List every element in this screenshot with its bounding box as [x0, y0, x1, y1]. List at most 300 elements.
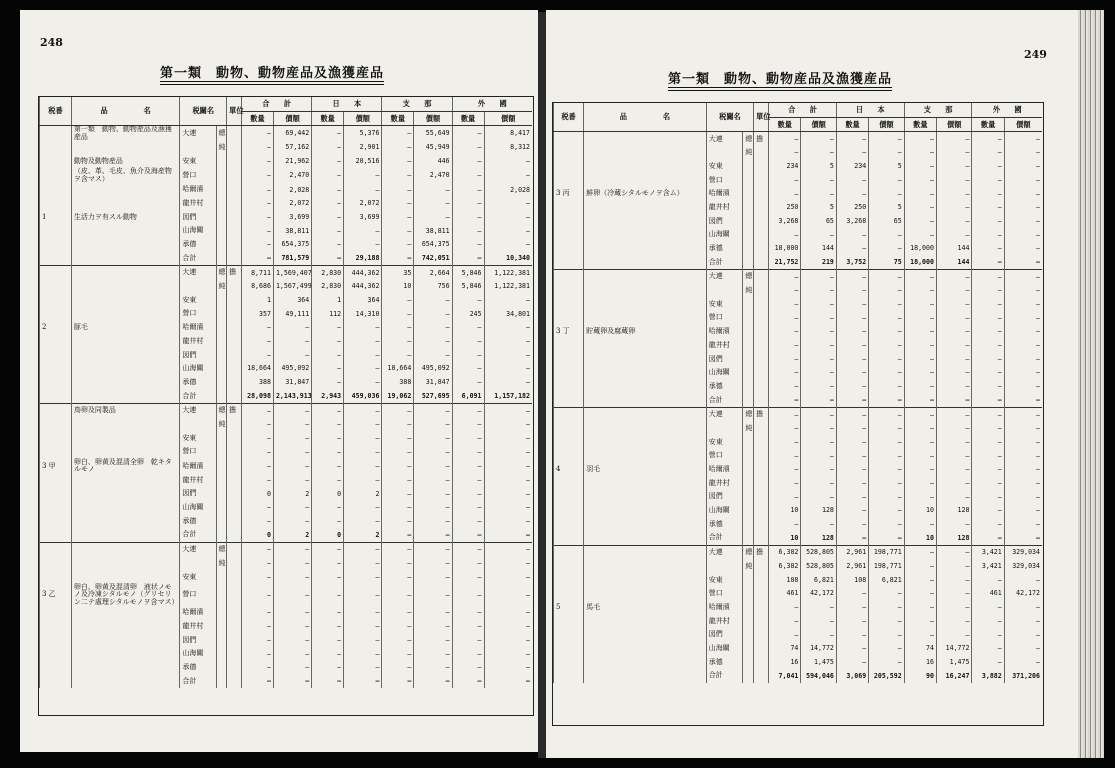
japan-qty-cell: — [312, 197, 344, 211]
japan-qty-cell: — [836, 393, 868, 407]
item-name-cell: 第一類 動物、動物産品及漁獲産品 [71, 126, 179, 141]
total-qty-cell: 74 [769, 642, 801, 656]
unit-cell [754, 242, 769, 256]
total-qty-cell: 18,000 [769, 242, 801, 256]
total-qty-cell: — [242, 675, 274, 689]
total-net-marker: 總 [743, 132, 754, 146]
table-row [554, 642, 1043, 656]
foreign-qty-cell: — [972, 132, 1004, 146]
china-value-cell: — [414, 633, 452, 647]
total-qty-cell: — [769, 463, 801, 477]
foreign-qty-cell: — [452, 487, 484, 501]
japan-value-cell: — [869, 518, 905, 532]
foreign-value-cell: — [484, 647, 532, 661]
table-row [554, 422, 1043, 436]
unit-cell [754, 422, 769, 436]
china-qty-cell: — [382, 661, 414, 675]
japan-value-cell: — [869, 422, 905, 436]
tax-number-cell [40, 197, 72, 211]
total-value-cell: 128 [801, 504, 837, 518]
unit-cell [754, 587, 769, 601]
item-name-cell [584, 393, 707, 407]
total-net-marker [743, 228, 754, 242]
china-qty-cell: — [382, 348, 414, 362]
header-qty: 數量 [312, 111, 344, 126]
tax-number-cell [40, 224, 72, 238]
total-qty-cell: — [769, 146, 801, 160]
china-value-cell: — [936, 339, 972, 353]
foreign-value-cell: — [1004, 270, 1042, 284]
item-name-cell: 豚毛 [71, 321, 179, 335]
china-value-cell: — [414, 348, 452, 362]
total-net-marker [743, 449, 754, 463]
total-net-marker [743, 311, 754, 325]
foreign-value-cell: 329,034 [1004, 560, 1042, 574]
foreign-qty-cell: — [972, 422, 1004, 436]
japan-value-cell: — [344, 418, 382, 432]
total-net-marker: 純 [216, 557, 227, 571]
table-row [40, 418, 533, 432]
foreign-qty-cell: — [972, 256, 1004, 270]
unit-cell [227, 487, 242, 501]
item-name-cell [71, 280, 179, 294]
unit-cell [754, 531, 769, 545]
table-row [554, 601, 1043, 615]
china-qty-cell: — [904, 352, 936, 366]
total-value-cell: — [801, 518, 837, 532]
port-name-cell: 合計 [180, 252, 216, 266]
japan-qty-cell: — [312, 141, 344, 155]
china-qty-cell: 16 [904, 656, 936, 670]
total-qty-cell: 108 [769, 573, 801, 587]
tax-number-cell [554, 242, 584, 256]
item-name-cell [584, 215, 707, 229]
unit-cell [227, 389, 242, 403]
port-name-cell: 龍井村 [180, 620, 216, 634]
total-net-marker [743, 366, 754, 380]
port-name-cell [706, 284, 743, 298]
table-row [40, 362, 533, 376]
japan-qty-cell: — [312, 515, 344, 529]
port-name-cell: 合計 [706, 669, 743, 683]
port-name-cell: 哈爾濱 [706, 601, 743, 615]
foreign-value-cell: — [484, 445, 532, 459]
japan-qty-cell: — [836, 352, 868, 366]
item-name-cell [584, 546, 707, 560]
japan-value-cell: — [344, 675, 382, 689]
total-net-marker [743, 669, 754, 683]
total-qty-cell: 21,752 [769, 256, 801, 270]
japan-value-cell: 2 [344, 487, 382, 501]
table-row [554, 284, 1043, 298]
japan-value-cell: — [869, 187, 905, 201]
unit-cell [754, 380, 769, 394]
table-row [554, 366, 1043, 380]
item-name-cell: 鳥卵及同製品 [71, 404, 179, 418]
total-value-cell: — [273, 418, 311, 432]
total-net-marker [743, 339, 754, 353]
item-name-cell [584, 380, 707, 394]
total-value-cell: — [273, 501, 311, 515]
japan-value-cell: 2,072 [344, 197, 382, 211]
japan-value-cell: 459,036 [344, 389, 382, 403]
header-item: 品 名 [71, 97, 179, 126]
unit-cell [754, 504, 769, 518]
total-value-cell: — [273, 584, 311, 606]
foreign-value-cell: 2,028 [484, 183, 532, 197]
total-qty-cell: — [242, 141, 274, 155]
tax-number-cell: 3 甲 [40, 459, 72, 474]
japan-qty-cell: — [836, 490, 868, 504]
total-qty-cell: — [769, 298, 801, 312]
unit-cell [754, 436, 769, 450]
item-name-cell [71, 515, 179, 529]
header-japan: 日 本 [836, 103, 904, 117]
japan-qty-cell: — [836, 242, 868, 256]
japan-qty-cell: — [312, 557, 344, 571]
foreign-qty-cell: — [452, 321, 484, 335]
table-row [40, 307, 533, 321]
port-name-cell: 合計 [706, 393, 743, 407]
total-net-marker [216, 620, 227, 634]
table-row [554, 560, 1043, 574]
total-qty-cell: — [242, 404, 274, 418]
unit-cell [227, 445, 242, 459]
total-net-marker [216, 238, 227, 252]
foreign-value-cell: 8,312 [484, 141, 532, 155]
total-qty-cell: — [769, 490, 801, 504]
foreign-qty-cell: — [972, 201, 1004, 215]
port-name-cell: 安東 [180, 432, 216, 446]
foreign-value-cell: — [484, 197, 532, 211]
foreign-value-cell: — [1004, 339, 1042, 353]
table-row [40, 661, 533, 675]
total-qty-cell: — [242, 335, 274, 349]
unit-cell [227, 459, 242, 474]
total-qty-cell: — [769, 628, 801, 642]
japan-value-cell: — [869, 614, 905, 628]
port-name-cell: 承德 [706, 518, 743, 532]
total-qty-cell: — [242, 501, 274, 515]
foreign-value-cell: — [484, 321, 532, 335]
tax-number-cell [554, 560, 584, 574]
tax-number-cell [40, 238, 72, 252]
japan-value-cell: — [869, 270, 905, 284]
item-name-cell [584, 270, 707, 284]
japan-qty-cell: — [836, 422, 868, 436]
total-net-marker [216, 515, 227, 529]
total-qty-cell: — [769, 393, 801, 407]
total-qty-cell: — [769, 422, 801, 436]
total-value-cell: 528,805 [801, 546, 837, 560]
china-value-cell: 2,470 [414, 168, 452, 183]
total-value-cell: 31,847 [273, 376, 311, 390]
foreign-value-cell: — [1004, 408, 1042, 422]
port-name-cell: 大連 [706, 546, 743, 560]
china-value-cell: — [414, 557, 452, 571]
item-name-cell [71, 294, 179, 308]
foreign-value-cell: 1,157,182 [484, 389, 532, 403]
foreign-qty-cell: — [452, 543, 484, 557]
table-row [554, 573, 1043, 587]
item-name-cell [584, 160, 707, 174]
total-value-cell: — [273, 474, 311, 488]
table-row [40, 647, 533, 661]
item-name-cell [71, 528, 179, 542]
total-value-cell: — [273, 335, 311, 349]
foreign-qty-cell: — [452, 238, 484, 252]
tax-number-cell [554, 270, 584, 284]
tax-number-cell [40, 294, 72, 308]
item-name-cell [584, 642, 707, 656]
foreign-value-cell: 371,206 [1004, 669, 1042, 683]
foreign-value-cell: — [1004, 311, 1042, 325]
foreign-qty-cell: — [972, 531, 1004, 545]
item-name-cell [71, 362, 179, 376]
table-row [40, 543, 533, 557]
total-net-marker [216, 321, 227, 335]
total-qty-cell: — [242, 620, 274, 634]
foreign-value-cell: — [1004, 215, 1042, 229]
japan-qty-cell: — [312, 211, 344, 225]
foreign-value-cell: — [1004, 518, 1042, 532]
unit-cell [754, 642, 769, 656]
total-qty-cell: — [242, 432, 274, 446]
unit-cell [754, 601, 769, 615]
table-row [40, 474, 533, 488]
item-name-cell [71, 557, 179, 571]
page-number-right: 249 [1024, 48, 1047, 61]
china-qty-cell: — [904, 228, 936, 242]
japan-qty-cell: — [312, 620, 344, 634]
total-value-cell: 594,046 [801, 669, 837, 683]
table-row [40, 432, 533, 446]
china-value-cell: 1,475 [936, 656, 972, 670]
item-name-cell [584, 422, 707, 436]
japan-qty-cell: — [836, 366, 868, 380]
tax-number-cell [554, 393, 584, 407]
item-name-cell [71, 252, 179, 266]
china-value-cell: 14,772 [936, 642, 972, 656]
china-value-cell: — [936, 187, 972, 201]
foreign-value-cell: — [1004, 352, 1042, 366]
foreign-qty-cell: — [972, 352, 1004, 366]
japan-value-cell: — [869, 366, 905, 380]
port-name-cell [706, 146, 743, 160]
unit-cell [227, 238, 242, 252]
item-name-cell [584, 587, 707, 601]
foreign-value-cell: 34,801 [484, 307, 532, 321]
unit-cell [227, 584, 242, 606]
china-qty-cell: 10 [904, 504, 936, 518]
foreign-value-cell: — [1004, 393, 1042, 407]
total-value-cell: 2,028 [273, 183, 311, 197]
china-value-cell: 128 [936, 504, 972, 518]
item-name-cell: 卵白、卵黄及混清全卵 乾キタルモノ [71, 459, 179, 474]
china-qty-cell: — [382, 633, 414, 647]
unit-cell: 擔 [754, 132, 769, 146]
foreign-qty-cell: — [972, 504, 1004, 518]
total-qty-cell: — [769, 325, 801, 339]
table-row [40, 266, 533, 280]
table-row [40, 584, 533, 606]
foreign-value-cell: 1,122,381 [484, 266, 532, 280]
japan-value-cell: — [344, 362, 382, 376]
total-value-cell: — [801, 311, 837, 325]
total-value-cell: — [801, 422, 837, 436]
unit-cell [754, 628, 769, 642]
total-value-cell: — [801, 228, 837, 242]
china-qty-cell: — [904, 215, 936, 229]
total-qty-cell: — [769, 408, 801, 422]
unit-cell [754, 298, 769, 312]
table-row [554, 628, 1043, 642]
port-name-cell: 哈爾濱 [706, 325, 743, 339]
total-net-marker [743, 380, 754, 394]
table-row [554, 504, 1043, 518]
china-value-cell: — [414, 432, 452, 446]
port-name-cell: 合計 [180, 389, 216, 403]
item-name-cell [71, 418, 179, 432]
ledger-table-right [553, 103, 1042, 683]
table-row [554, 146, 1043, 160]
header-qty: 數量 [769, 117, 801, 132]
total-value-cell: 3,699 [273, 211, 311, 225]
total-qty-cell: — [242, 557, 274, 571]
foreign-value-cell: — [484, 515, 532, 529]
china-qty-cell: 388 [382, 376, 414, 390]
item-name-cell [71, 543, 179, 557]
total-qty-cell: 388 [242, 376, 274, 390]
port-name-cell: 図們 [706, 215, 743, 229]
foreign-qty-cell: — [972, 463, 1004, 477]
total-net-marker [216, 528, 227, 542]
tax-number-cell [40, 515, 72, 529]
unit-cell [754, 656, 769, 670]
unit-cell [227, 280, 242, 294]
japan-value-cell: 364 [344, 294, 382, 308]
foreign-value-cell: — [484, 362, 532, 376]
tax-number-cell: 4 [554, 463, 584, 477]
foreign-qty-cell: — [972, 160, 1004, 174]
foreign-qty-cell: — [452, 418, 484, 432]
japan-value-cell: 5 [869, 201, 905, 215]
foreign-qty-cell: — [452, 335, 484, 349]
japan-qty-cell: — [836, 504, 868, 518]
header-qty: 數量 [242, 111, 274, 126]
foreign-qty-cell: — [452, 252, 484, 266]
unit-cell [754, 669, 769, 683]
unit-cell [227, 675, 242, 689]
port-name-cell: 哈爾濱 [706, 463, 743, 477]
port-name-cell: 營口 [180, 307, 216, 321]
japan-qty-cell: 0 [312, 487, 344, 501]
japan-value-cell: — [869, 132, 905, 146]
china-value-cell: — [936, 463, 972, 477]
tax-number-cell [554, 228, 584, 242]
china-value-cell: — [936, 132, 972, 146]
china-value-cell: — [936, 614, 972, 628]
table-row [40, 557, 533, 571]
foreign-value-cell: — [1004, 436, 1042, 450]
foreign-qty-cell: — [452, 606, 484, 620]
japan-qty-cell: — [312, 445, 344, 459]
unit-cell [754, 187, 769, 201]
total-value-cell: — [801, 298, 837, 312]
unit-cell [227, 515, 242, 529]
tax-number-cell [40, 389, 72, 403]
tax-number-cell [40, 335, 72, 349]
total-qty-cell: 6,382 [769, 560, 801, 574]
total-qty-cell: — [242, 168, 274, 183]
total-qty-cell: — [769, 352, 801, 366]
item-name-cell: （皮、革、毛皮、魚介及海産物ヲ含マス） [71, 168, 179, 183]
foreign-value-cell: — [1004, 477, 1042, 491]
port-name-cell: 營口 [706, 311, 743, 325]
foreign-value-cell: — [1004, 463, 1042, 477]
port-name-cell: 大連 [706, 408, 743, 422]
japan-value-cell: 65 [869, 215, 905, 229]
total-value-cell: 364 [273, 294, 311, 308]
japan-qty-cell: — [312, 252, 344, 266]
total-value-cell: — [273, 647, 311, 661]
item-name-cell [584, 284, 707, 298]
port-name-cell: 哈爾濱 [180, 606, 216, 620]
total-qty-cell: 0 [242, 487, 274, 501]
tax-number-cell [554, 546, 584, 560]
unit-cell [754, 518, 769, 532]
foreign-qty-cell: — [972, 601, 1004, 615]
unit-cell [227, 661, 242, 675]
japan-value-cell: — [344, 557, 382, 571]
tax-number-cell [554, 366, 584, 380]
item-name-cell: 卵白、卵黄及混清卵 液状ノモノ及冷凍シタルモノ（グリセリン二テ處理シタルモノヲ含マス） [71, 584, 179, 606]
table-row [40, 528, 533, 542]
total-value-cell: 49,111 [273, 307, 311, 321]
china-value-cell: 654,375 [414, 238, 452, 252]
port-name-cell: 山海關 [180, 647, 216, 661]
port-name-cell: 安東 [706, 160, 743, 174]
table-row [40, 376, 533, 390]
table-row [40, 633, 533, 647]
japan-value-cell: — [344, 376, 382, 390]
china-value-cell: — [936, 270, 972, 284]
total-net-marker: 純 [743, 284, 754, 298]
port-name-cell: 大連 [706, 132, 743, 146]
china-qty-cell: — [382, 543, 414, 557]
tax-number-cell [554, 173, 584, 187]
total-qty-cell: — [769, 601, 801, 615]
port-name-cell: 合計 [180, 528, 216, 542]
unit-cell [227, 543, 242, 557]
header-val: 價額 [344, 111, 382, 126]
china-qty-cell: — [382, 197, 414, 211]
foreign-value-cell: — [1004, 201, 1042, 215]
japan-qty-cell: — [312, 126, 344, 141]
port-name-cell: 山海關 [180, 362, 216, 376]
table-row [40, 294, 533, 308]
china-qty-cell: — [382, 321, 414, 335]
item-name-cell [71, 141, 179, 155]
header-foreign: 外 國 [972, 103, 1042, 117]
table-row [554, 228, 1043, 242]
japan-value-cell: — [869, 311, 905, 325]
china-value-cell: — [936, 298, 972, 312]
unit-cell [227, 362, 242, 376]
foreign-qty-cell: — [452, 224, 484, 238]
total-value-cell: — [801, 380, 837, 394]
china-qty-cell: — [382, 515, 414, 529]
